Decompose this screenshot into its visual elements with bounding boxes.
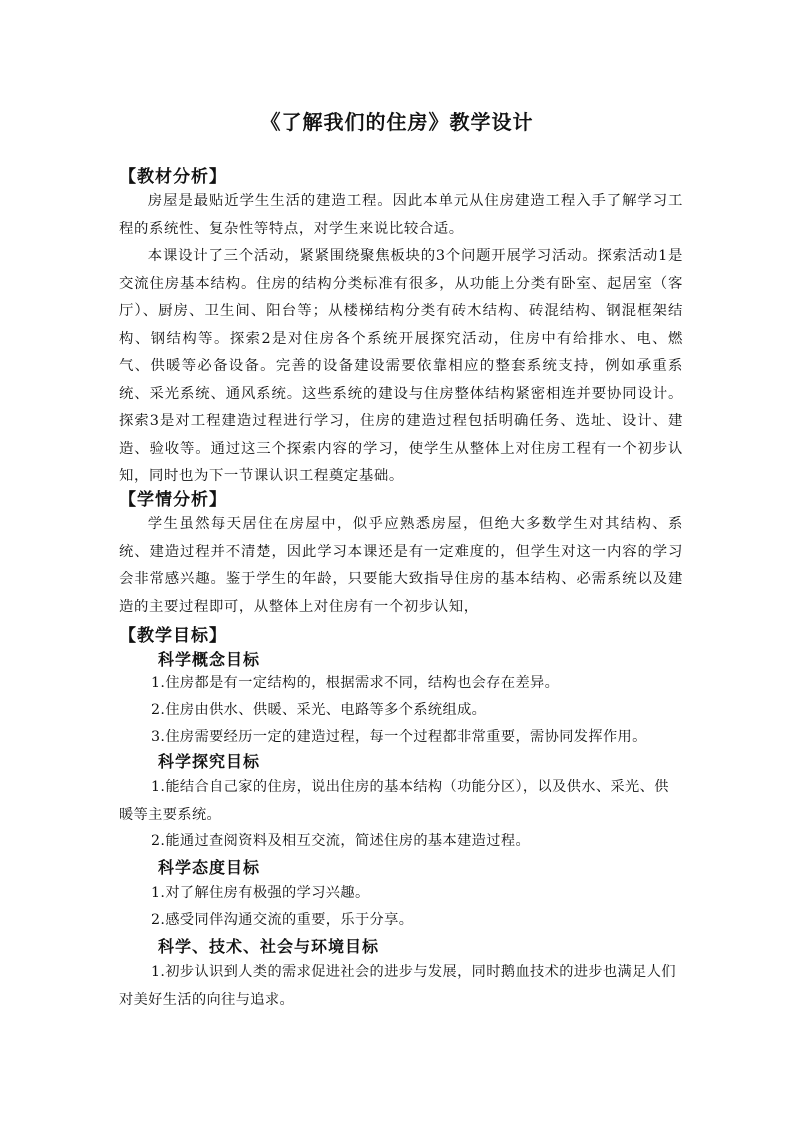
concept-goal-item-2: 2.住房由供水、供暖、采光、电路等多个系统组成。	[151, 702, 487, 718]
section-heading-teaching-goals: 【教学目标】	[119, 626, 227, 646]
sts-goal-item-1: 1.初步认识到人类的需求促进社会的进步与发展，同时鹅血技术的进步也满足人们对美好生活的向往与追求。	[119, 964, 676, 1008]
subheading-attitude-goals: 科学态度目标	[158, 858, 261, 877]
attitude-goal-item-1: 1.对了解住房有极强的学习兴趣。	[151, 885, 370, 901]
concept-goal-item-1: 1.住房都是有一定结构的，根据需求不同，结构也会存在差异。	[151, 675, 560, 691]
textbook-paragraph-1: 房屋是最贴近学生生活的建造工程。因此本单元从住房建造工程入手了解学习工程的系统性、复杂性等特点，对学生来说比较合适。	[119, 193, 683, 237]
subheading-inquiry-goals: 科学探究目标	[158, 752, 261, 771]
subheading-sts-goals: 科学、技术、社会与环境目标	[158, 937, 380, 956]
section-heading-student-analysis: 【学情分析】	[119, 490, 227, 510]
student-analysis-paragraph: 学生虽然每天居住在房屋中，似乎应熟悉房屋，但绝大多数学生对其结构、系统、建造过程并不清楚，因此学习本课还是有一定难度的，但学生对这一内容的学习会非常感兴趣。鉴于学生的年龄，只要能大致指导住房的基本结构、必需系统以及建造的主要过程即可，从整体上对住房有一个初步认知，	[119, 516, 683, 615]
textbook-paragraph-2: 本课设计了三个活动，紧紧围绕聚焦板块的3个问题开展学习活动。探索活动1是交流住房基本结构。住房的结构分类标准有很多，从功能上分类有卧室、起居室（客厅）、厨房、卫生间、阳台等；从楼梯结构分类有砖木结构、砖混结构、钢混框架结构、钢结构等。探索2是对住房各个系统开展探究活动，住房中有给排水、电、燃气、供暖等必备设备。完善的设备建设需要依靠相应的整套系统支持，例如承重系统、采光系统、通风系统。这些系统的建设与住房整体结构紧密相连并要协同设计。探索3是对工程建造过程进行学习，住房的建造过程包括明确任务、选址、设计、建造、验收等。通过这三个探索内容的学习，使学生从整体上对住房工程有一个初步认知，同时也为下一节课认识工程奠定基础。	[119, 248, 683, 484]
inquiry-goal-item-2: 2.能通过查阅资料及相互交流，简述住房的基本建造过程。	[151, 833, 531, 849]
subheading-concept-goals: 科学概念目标	[158, 650, 261, 669]
document-title: 《了解我们的住房》教学设计	[260, 110, 534, 134]
concept-goal-item-3: 3.住房需要经历一定的建造过程，每一个过程都非常重要，需协同发挥作用。	[151, 729, 647, 745]
inquiry-goal-item-1: 1.能结合自己家的住房，说出住房的基本结构（功能分区），以及供水、采光、供暖等主要系统。	[119, 779, 669, 823]
attitude-goal-item-2: 2.感受同伴沟通交流的重要，乐于分享。	[151, 912, 414, 928]
section-heading-textbook-analysis: 【教材分析】	[119, 167, 227, 187]
